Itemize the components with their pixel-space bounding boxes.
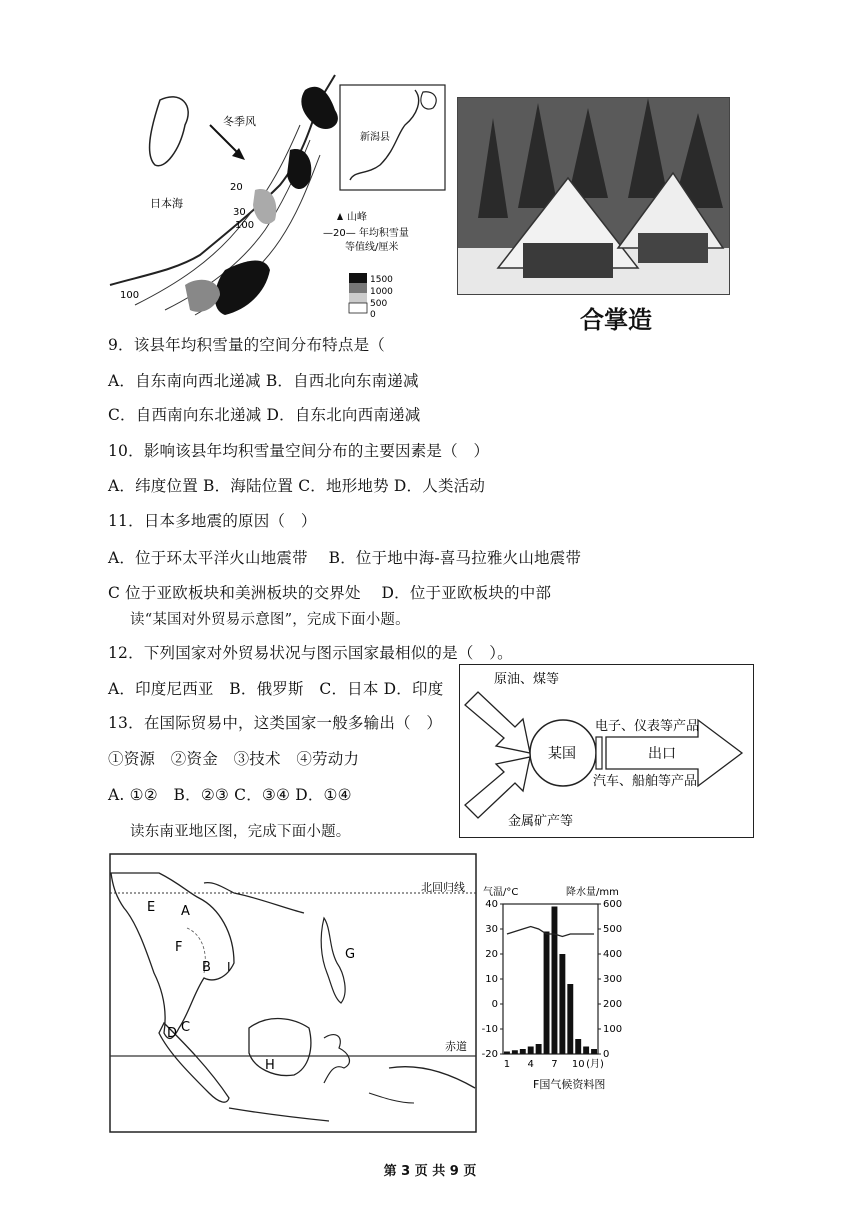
precip-tick-label: 300 <box>603 974 623 985</box>
precip-bar <box>567 984 573 1054</box>
precip-tick-label: 200 <box>603 999 623 1010</box>
trade-diagram <box>459 664 754 838</box>
export-arrow-label: 出口 <box>648 746 676 762</box>
temp-tick-label: 10 <box>485 974 498 985</box>
month-tick-label: 1 <box>503 1059 511 1070</box>
import-label-2: 金属矿产等 <box>508 814 574 829</box>
country-label: 某国 <box>548 746 576 762</box>
legend-scale: 1500 <box>370 275 393 285</box>
question-10-options: A．纬度位置 B．海陆位置 C．地形地势 D．人类活动 <box>108 477 486 495</box>
contour-label: 30 <box>233 207 246 218</box>
precip-bar <box>544 932 550 1055</box>
question-9-options-cd: C．自西南向东北递减 D．自东北向西南递减 <box>108 406 421 424</box>
map-label: B <box>202 960 211 975</box>
precip-bar <box>504 1052 510 1055</box>
question-13-items: ①资源 ②资金 ③技术 ④劳动力 <box>108 750 360 768</box>
legend-scale: 0 <box>370 310 376 320</box>
month-tick-label: 10 <box>571 1059 585 1070</box>
chart-title: F国气候资料图 <box>533 1078 606 1091</box>
precip-bar <box>552 907 558 1055</box>
sea-map-intro: 读东南亚地区图，完成下面小题。 <box>130 824 351 840</box>
question-10: 10．影响该县年均积雪量空间分布的主要因素是（ ） <box>108 442 490 460</box>
chart-plot <box>482 899 622 1070</box>
temp-tick-label: 40 <box>485 899 498 910</box>
contour-label: 100 <box>235 220 255 231</box>
map-label: C <box>181 1020 191 1035</box>
precip-bar <box>512 1050 518 1054</box>
inset-label: 新潟县 <box>360 132 390 143</box>
map-label: F <box>175 940 183 955</box>
question-11-options-cd: C 位于亚欧板块和美洲板块的交界处 D．位于亚欧板块的中部 <box>108 584 552 602</box>
temp-tick-label: -20 <box>481 1049 498 1060</box>
climate-chart <box>478 880 648 1098</box>
x-axis-label: (月) <box>586 1059 604 1070</box>
precip-bar <box>520 1049 526 1054</box>
temp-tick-label: 0 <box>491 999 498 1010</box>
map-label: E <box>147 900 156 915</box>
map-label: I <box>227 960 231 974</box>
month-tick-label: 7 <box>551 1059 558 1070</box>
month-tick-label: 4 <box>527 1059 534 1070</box>
question-13: 13．在国际贸易中，这类国家一般多输出（ ） <box>108 714 443 732</box>
japan-snow-map <box>105 70 450 320</box>
precip-bar <box>528 1047 534 1055</box>
wind-label: 冬季风 <box>223 115 256 128</box>
sea-label: 日本海 <box>150 197 183 210</box>
question-12: 12．下列国家对外贸易状况与图示国家最相似的是（ ）。 <box>108 644 513 662</box>
equator-label: 赤道 <box>445 1040 467 1053</box>
map-label: D <box>167 1026 178 1041</box>
import-label-1: 原油、煤等 <box>494 672 560 687</box>
precip-tick-label: 600 <box>603 899 623 910</box>
precip-tick-label: 0 <box>603 1049 610 1060</box>
precip-bar <box>591 1049 597 1054</box>
photo-caption: 合掌造 <box>580 306 652 334</box>
question-9: 9．该县年均积雪量的空间分布特点是（ <box>108 336 385 354</box>
trade-intro: 读“某国对外贸易示意图”，完成下面小题。 <box>130 612 410 628</box>
question-9-options-ab: A．自东南向西北递减 B．自西北向东南递减 <box>108 372 419 390</box>
legend-scale: 1000 <box>370 287 393 297</box>
page-footer: 第 3 页 共 9 页 <box>383 1164 477 1179</box>
gassho-house-photo <box>457 97 730 295</box>
legend-scale: 500 <box>370 299 388 309</box>
temp-tick-label: 30 <box>485 924 498 935</box>
legend-isoline-2: 等值线/厘米 <box>345 242 399 253</box>
precip-bar <box>583 1047 589 1055</box>
question-13-options: A. ①② B．②③ C．③④ D．①④ <box>108 786 352 804</box>
legend-isoline-1: —20— 年均积雪量 <box>323 228 409 239</box>
map-label: H <box>265 1058 275 1073</box>
precip-bar <box>559 954 565 1054</box>
temp-tick-label: 20 <box>485 949 498 960</box>
southeast-asia-map <box>109 853 477 1133</box>
precip-bar <box>536 1044 542 1054</box>
export-label-1: 电子、仪表等产品 <box>595 719 700 734</box>
temp-tick-label: -10 <box>481 1024 498 1035</box>
map-label: G <box>345 947 356 962</box>
question-11: 11．日本多地震的原因（ ） <box>108 512 317 530</box>
precip-bar <box>575 1039 581 1054</box>
legend-peak: 山峰 <box>347 212 367 223</box>
chart-frame <box>503 904 598 1054</box>
precip-tick-label: 400 <box>603 949 623 960</box>
tropic-label: 北回归线 <box>421 881 465 894</box>
precip-tick-label: 500 <box>603 924 623 935</box>
question-12-options: A．印度尼西亚 B．俄罗斯 C．日本 D．印度 <box>108 680 444 698</box>
map-label: A <box>181 904 190 919</box>
question-11-options-ab: A．位于环太平洋火山地震带 B．位于地中海-喜马拉雅火山地震带 <box>108 549 582 567</box>
export-label-2: 汽车、船舶等产品 <box>593 774 698 789</box>
precip-tick-label: 100 <box>603 1024 623 1035</box>
right-axis-label: 降水量/mm <box>566 887 619 898</box>
left-axis-label: 气温/°C <box>483 887 519 898</box>
contour-label: 100 <box>120 290 140 301</box>
contour-label: 20 <box>230 182 243 193</box>
